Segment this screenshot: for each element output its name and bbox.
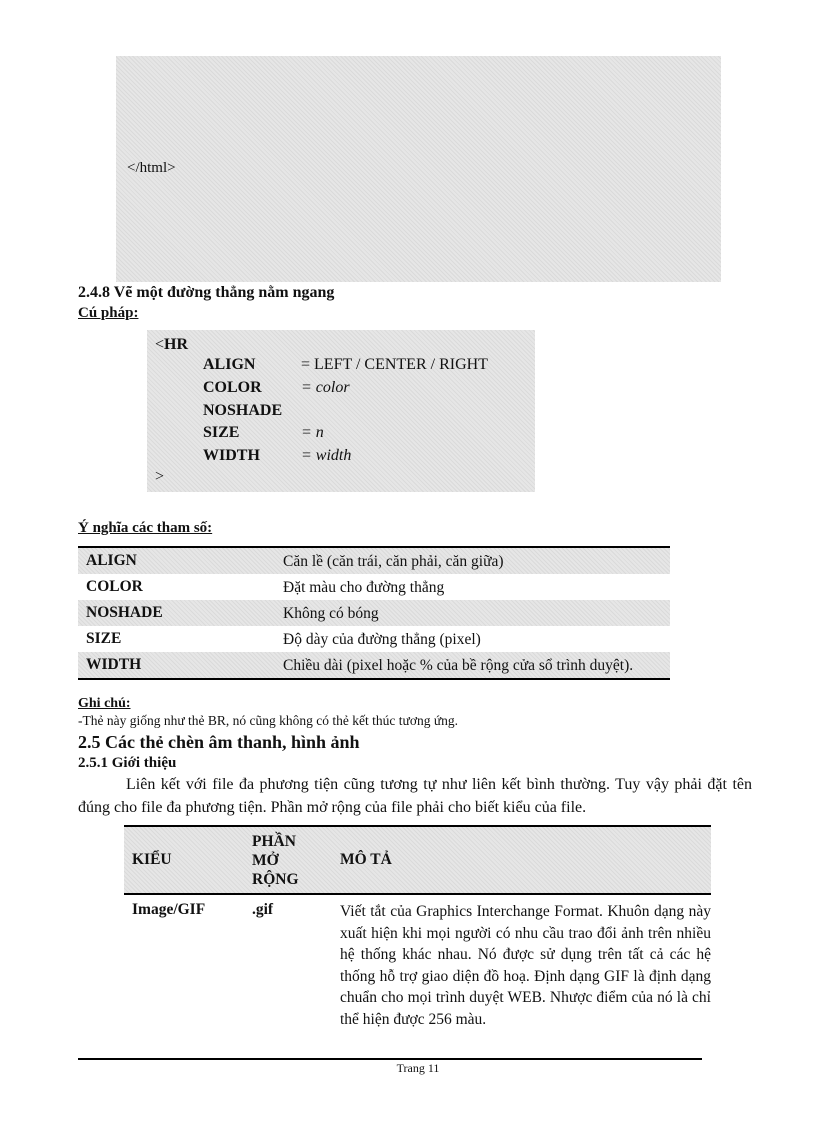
file-type-table: [124, 825, 711, 1030]
syntax-close: >: [155, 468, 165, 485]
param-value: = n: [301, 424, 324, 441]
table-row: [124, 895, 711, 1030]
param-cell: COLOR: [86, 578, 143, 595]
param-cell: ALIGN: [86, 552, 137, 569]
syntax-open: <HR: [155, 336, 189, 353]
desc-cell: Viết tắt của Graphics Interchange Format. Khuôn dạng này xuất hiện khi mọi người có nhu cầu trao đổi ảnh trên nhiều hệ thống khác nhau. Nó được sử dụng trên tất cả các hệ thống hỗ trợ giao diện đồ hoạ. Định dạng GIF là định dạng chuẩn cho mọi trình duyệt WEB. Nhược điểm của nó là chỉ thể hiện được 256 màu.: [340, 903, 711, 1028]
syntax-block: [147, 330, 535, 492]
note-label: Ghi chú:: [78, 696, 131, 711]
header-type: KIỂU: [132, 851, 172, 868]
param-name: SIZE: [203, 424, 240, 441]
table-header: [124, 827, 711, 895]
header-ext: PHẦN MỞ RỘNG: [252, 832, 299, 888]
meaning-label: Ý nghĩa các tham số:: [78, 520, 213, 536]
param-value: = width: [301, 447, 352, 464]
param-name: WIDTH: [203, 447, 260, 464]
section-heading-hr: 2.4.8 Vẽ một đường thẳng nằm ngang: [78, 284, 335, 301]
param-cell: NOSHADE: [86, 604, 163, 621]
param-value: = color: [301, 379, 350, 396]
param-name: ALIGN: [203, 356, 256, 373]
ext-cell: .gif: [252, 901, 274, 918]
desc-cell: Độ dày của đường thẳng (pixel): [283, 631, 481, 648]
header-desc: MÔ TẢ: [340, 851, 392, 868]
table-row: [78, 600, 670, 626]
table-row: [78, 626, 670, 652]
note-text: -Thẻ này giống như thẻ BR, nó cũng không có thẻ kết thúc tương ứng.: [78, 713, 459, 728]
param-name: COLOR: [203, 379, 262, 396]
type-cell: Image/GIF: [132, 901, 206, 918]
desc-cell: Đặt màu cho đường thẳng: [283, 579, 445, 596]
section-heading-media: 2.5 Các thẻ chèn âm thanh, hình ảnh: [78, 732, 360, 752]
page-number: Trang 11: [396, 1061, 440, 1075]
param-name: NOSHADE: [203, 402, 283, 419]
table-row: [78, 548, 670, 574]
subheading-intro: 2.5.1 Giới thiệu: [78, 755, 177, 771]
syntax-open-line: [155, 336, 188, 354]
table-row: [78, 652, 670, 678]
param-table: [78, 546, 670, 680]
param-value: = LEFT / CENTER / RIGHT: [301, 356, 488, 373]
intro-paragraph: Liên kết với file đa phương tiện cũng tương tự như liên kết bình thường. Tuy vậy phải đặt tên đúng cho file đa phương tiện. Phần mở rộng của file phải cho biết kiểu của file.: [78, 776, 752, 816]
desc-cell: Chiều dài (pixel hoặc % của bề rộng cửa sổ trình duyệt).: [283, 657, 634, 674]
html-closing-tag: </html>: [127, 160, 176, 176]
desc-cell: Căn lề (căn trái, căn phải, căn giữa): [283, 553, 504, 570]
desc-cell: Không có bóng: [283, 605, 379, 622]
param-cell: WIDTH: [86, 656, 142, 673]
footer-rule: [78, 1058, 702, 1060]
table-row: [78, 574, 670, 600]
param-cell: SIZE: [86, 630, 122, 647]
code-block-top: [116, 56, 721, 282]
syntax-label: Cú pháp:: [78, 305, 139, 321]
